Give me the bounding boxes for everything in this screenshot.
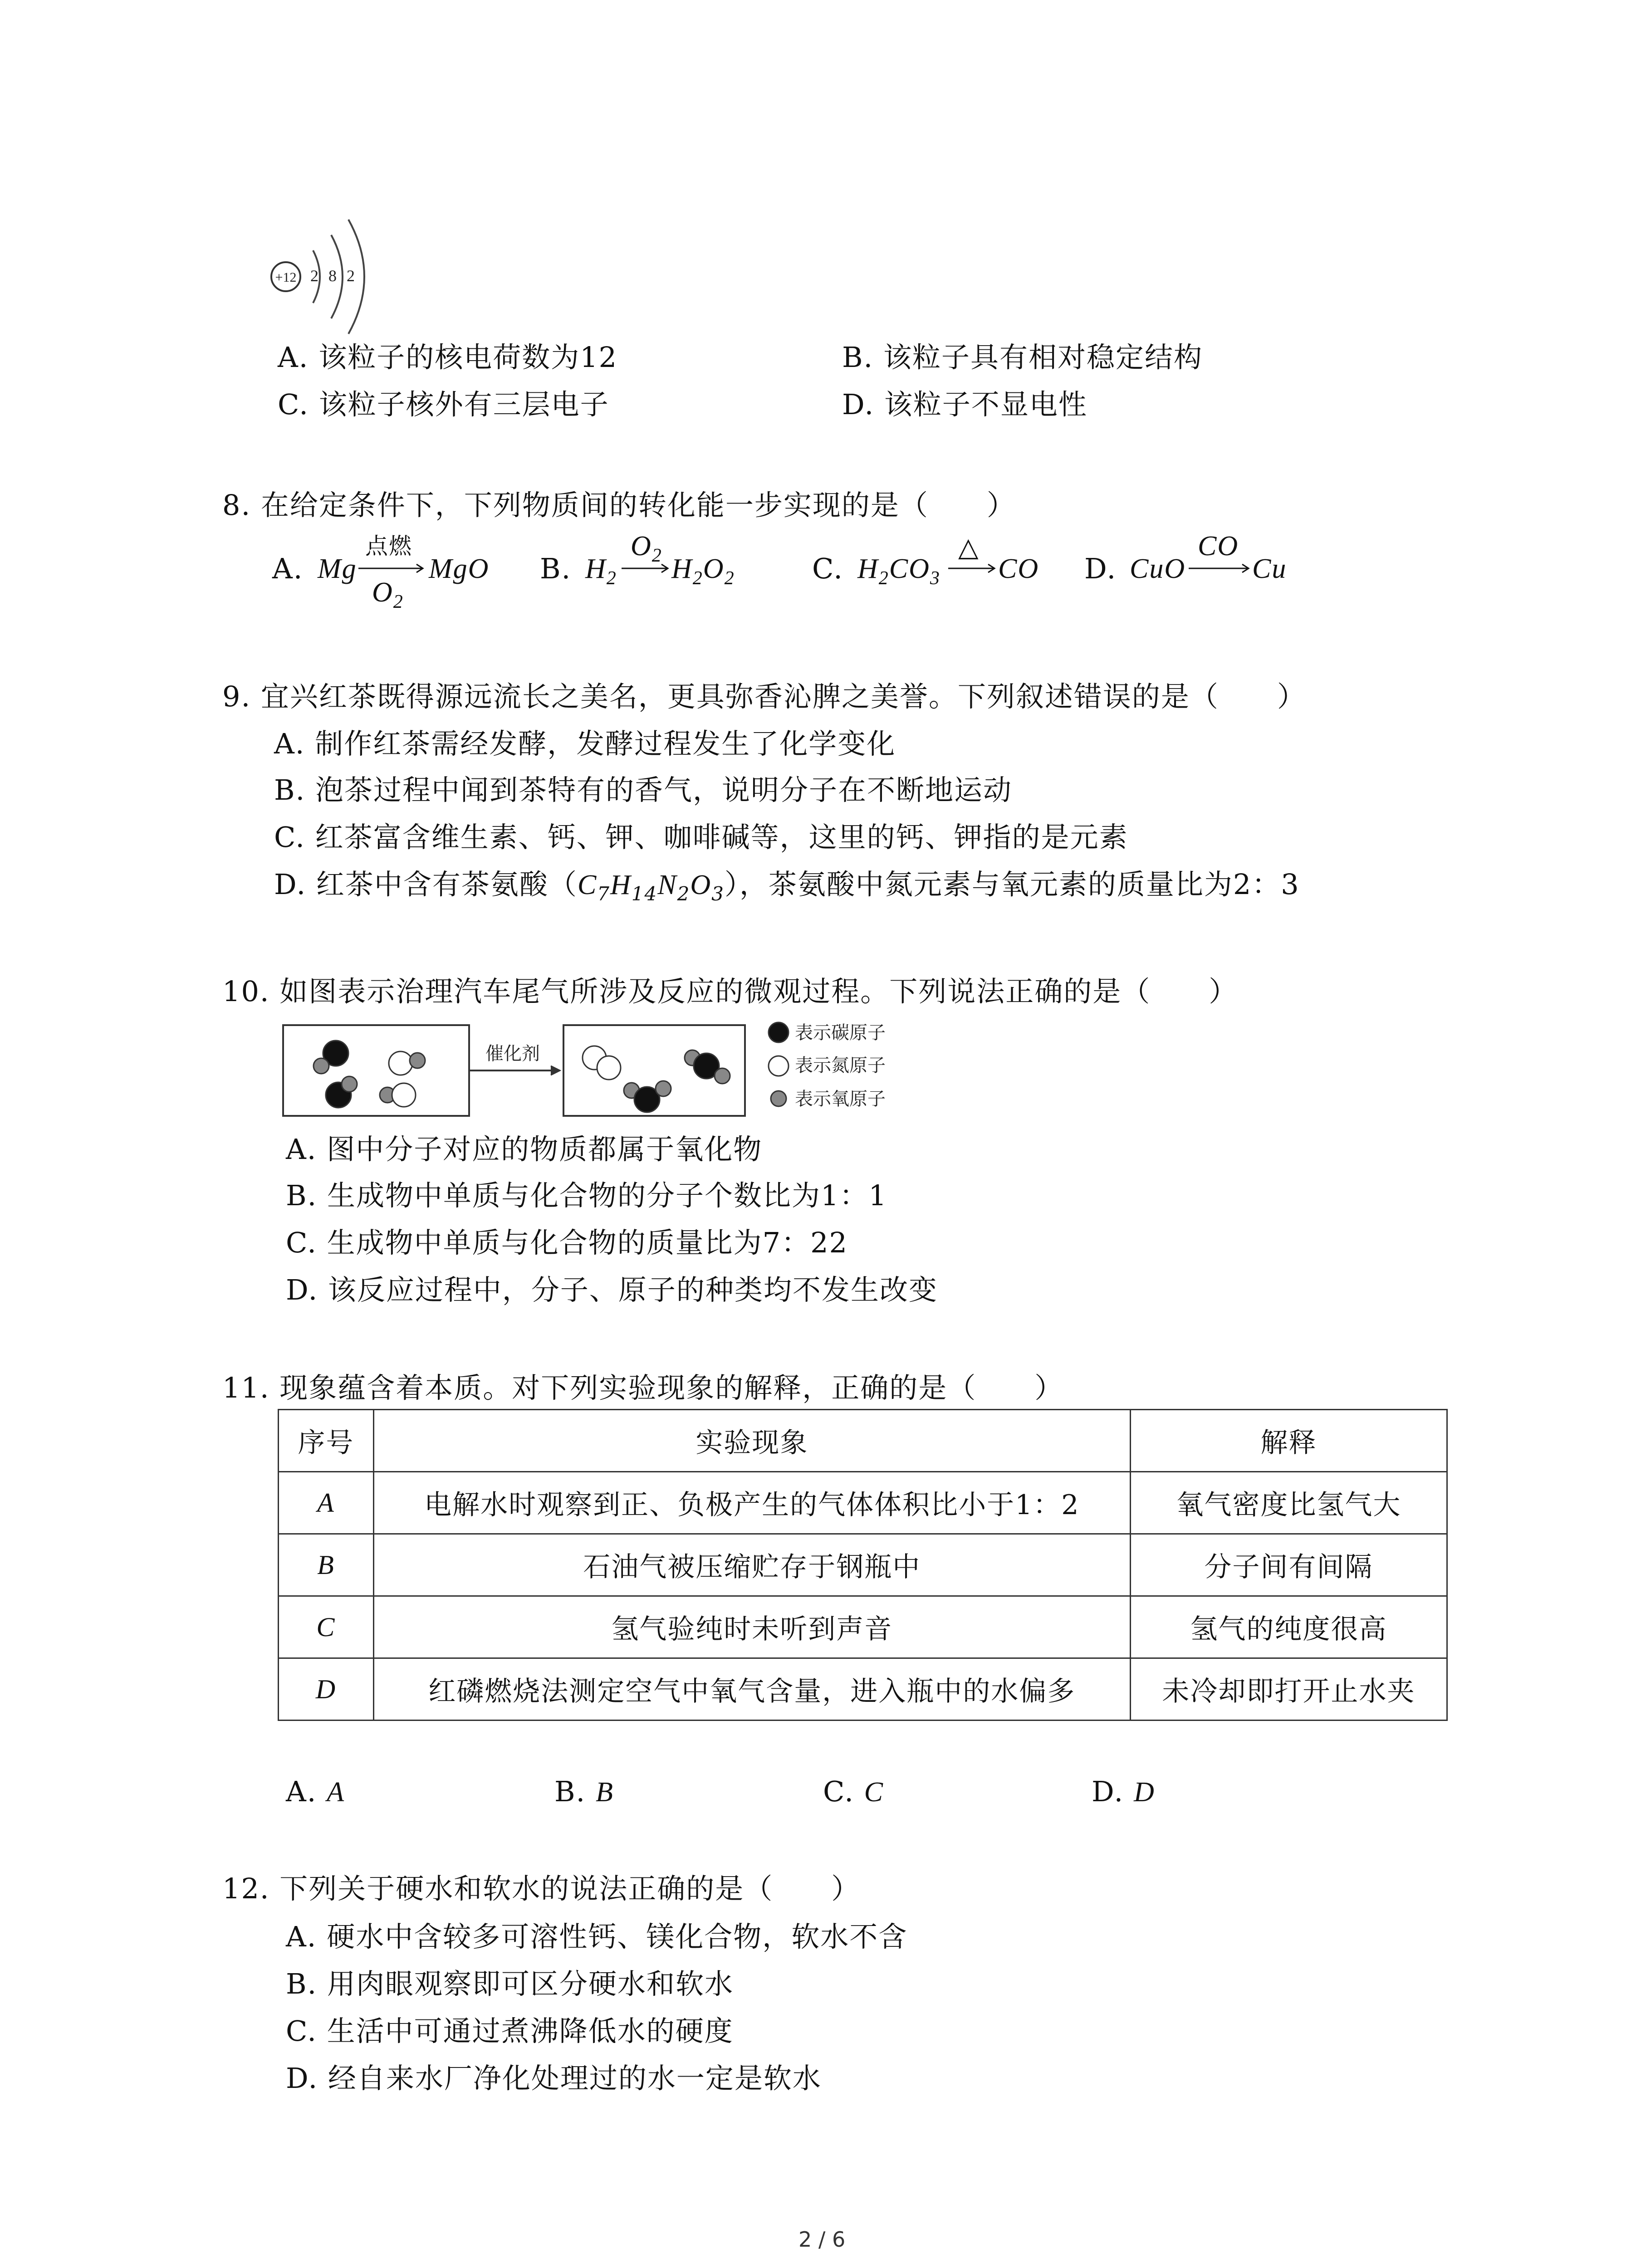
q8-option-c: C. $H_2CO_3$ △ CO: [812, 532, 1039, 589]
q8-c-arrow: [948, 562, 998, 575]
header-cell: 序号: [279, 1410, 374, 1472]
reaction-diagram: [281, 1021, 1039, 1125]
q8-stem: 8. 在给定条件下，下列物质间的转化能一步实现的是（ ）: [222, 489, 1016, 522]
q7-option-d: D. 该粒子不显电性: [842, 388, 1087, 421]
table-row: [279, 1534, 1447, 1596]
q11-option-c: C. C: [823, 1775, 884, 1808]
q10-option-d: D. 该反应过程中，分子、原子的种类均不发生改变: [286, 1273, 938, 1306]
q12-option-b: B. 用肉眼观察即可区分硬水和软水: [286, 1967, 734, 2000]
header-cell: 实验现象: [373, 1410, 1130, 1472]
legend-nitrogen: 表示氮原子: [795, 1055, 886, 1076]
shell-electrons-2: 8: [328, 267, 337, 285]
explanation-cell: 分子间有间隔: [1130, 1534, 1447, 1596]
atom-structure-diagram: [263, 213, 381, 340]
q12-option-c: C. 生活中可通过煮沸降低水的硬度: [286, 2014, 734, 2048]
q10-option-c: C. 生成物中单质与化合物的质量比为7：22: [286, 1226, 848, 1259]
q9-option-d: D. 红茶中含有茶氨酸$(C_7H_{14}N_2O_3)$，茶氨酸中氮元素与氧元素的质量比为2：3: [274, 868, 1300, 905]
q8-d-arrow: [1189, 562, 1252, 575]
q12-option-d: D. 经自来水厂净化处理过的水一定是软水: [286, 2062, 822, 2095]
phenomenon-cell: 电解水时观察到正、负极产生的气体体积比小于1：2: [373, 1472, 1130, 1534]
q10-option-b: B. 生成物中单质与化合物的分子个数比为1：1: [286, 1179, 887, 1212]
phenomenon-cell: 氢气验纯时未听到声音: [373, 1596, 1130, 1658]
catalyst-label: 催化剂: [485, 1043, 540, 1064]
phenomenon-cell: 红磷燃烧法测定空气中氧气含量，进入瓶中的水偏多: [373, 1658, 1130, 1721]
q8-option-b: B. $H_2$ $O_2$ $H_2O_2$: [540, 531, 735, 589]
q11-stem: 11. 现象蕴含着本质。对下列实验现象的解释，正确的是（ ）: [222, 1371, 1064, 1404]
explanation-cell: 氢气的纯度很高: [1130, 1596, 1447, 1658]
nucleus-charge: +12: [275, 270, 297, 285]
q11-option-d: D. D: [1092, 1775, 1155, 1808]
table-row: [279, 1596, 1447, 1658]
shell-electrons-1: 2: [310, 267, 318, 285]
q10-stem: 10. 如图表示治理汽车尾气所涉及反应的微观过程。下列说法正确的是（ ）: [222, 975, 1238, 1008]
explanation-cell: 氧气密度比氢气大: [1130, 1472, 1447, 1534]
legend-carbon: 表示碳原子: [795, 1022, 886, 1043]
q7-option-a: A. 该粒子的核电荷数为12: [278, 341, 618, 374]
row-label: C: [279, 1596, 374, 1658]
q8-b-arrow: [622, 562, 671, 575]
row-label: D: [279, 1658, 374, 1721]
q8-option-d: D. CuO CO Cu: [1084, 531, 1287, 585]
table-header-row: [279, 1410, 1447, 1472]
header-cell: 解释: [1130, 1410, 1447, 1472]
q12-option-a: A. 硬水中含较多可溶性钙、镁化合物，软水不含: [286, 1920, 908, 1953]
q10-option-a: A. 图中分子对应的物质都属于氧化物: [286, 1133, 763, 1166]
q8-a-arrow: [358, 562, 426, 575]
q11-option-b: B. B: [554, 1775, 614, 1808]
q12-stem: 12. 下列关于硬水和软水的说法正确的是（ ）: [222, 1872, 861, 1905]
explanation-cell: 未冷却即打开止水夹: [1130, 1658, 1447, 1721]
table-row: [279, 1472, 1447, 1534]
legend-oxygen: 表示氧原子: [795, 1089, 886, 1110]
q9-option-b: B. 泡茶过程中闻到茶特有的香气，说明分子在不断地运动: [274, 773, 1012, 807]
row-label: A: [279, 1472, 374, 1534]
q9-option-a: A. 制作红茶需经发酵，发酵过程发生了化学变化: [274, 727, 896, 760]
q7-option-b: B. 该粒子具有相对稳定结构: [842, 341, 1203, 374]
shell-electrons-3: 2: [347, 267, 355, 285]
q8-option-a: A. Mg 点燃 $O_2$ MgO: [272, 533, 490, 612]
q9-stem: 9. 宜兴红茶既得源远流长之美名，更具弥香沁脾之美誉。下列叙述错误的是（ ）: [222, 680, 1306, 713]
experiment-table: [278, 1409, 1448, 1721]
phenomenon-cell: 石油气被压缩贮存于钢瓶中: [373, 1534, 1130, 1596]
row-label: B: [279, 1534, 374, 1596]
q11-option-a: A. A: [286, 1775, 345, 1808]
table-row: [279, 1658, 1447, 1721]
q7-option-c: C. 该粒子核外有三层电子: [278, 388, 609, 421]
q9-option-c: C. 红茶富含维生素、钙、钾、咖啡碱等，这里的钙、钾指的是元素: [274, 821, 1128, 854]
page-number: 2 / 6: [798, 2227, 846, 2252]
